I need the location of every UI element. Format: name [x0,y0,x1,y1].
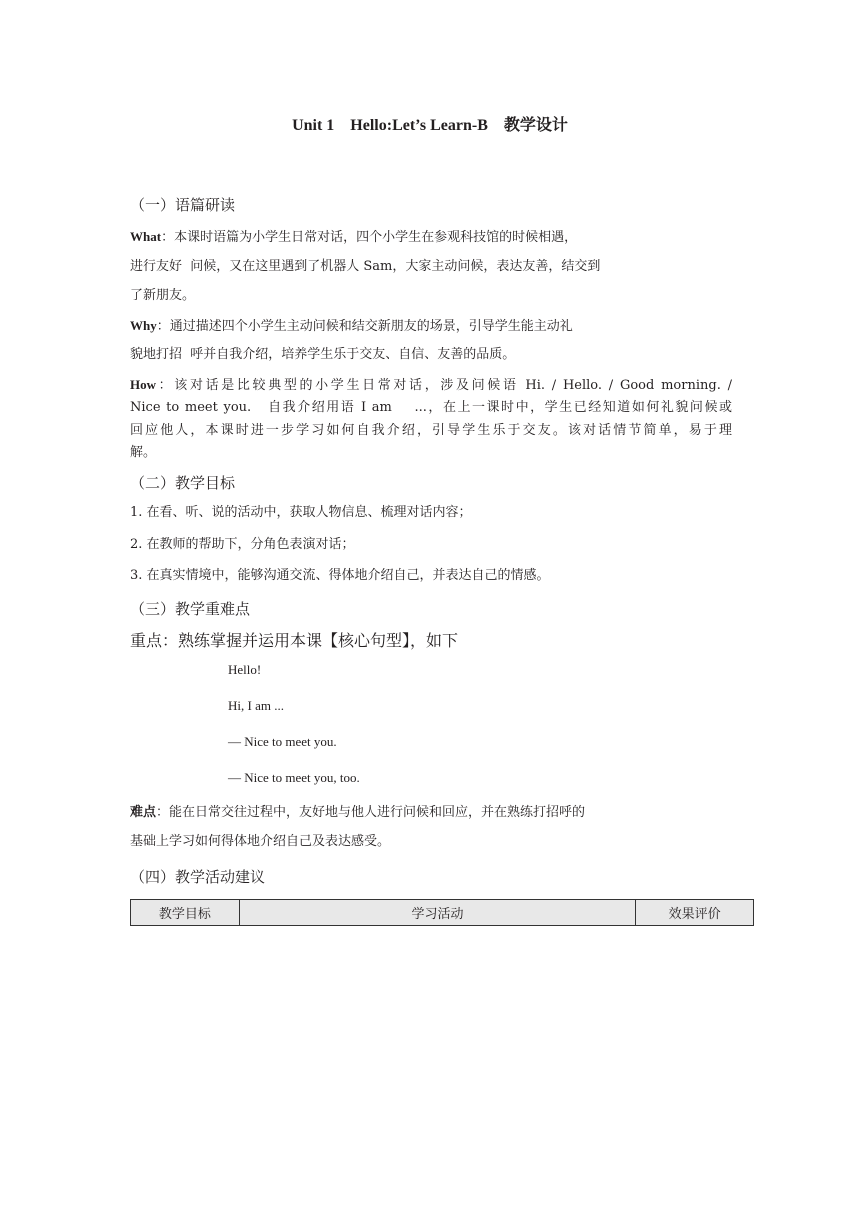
how-label: How [130,377,156,392]
goal-item-3: 3. 在真实情境中，能够沟通交流、得体地介绍自己，并表达自己的情感。 [130,568,550,583]
why-text-1: ：通过描述四个小学生主动问候和结交新朋友的场景，引导学生能主动礼 [156,319,573,334]
sentence-pattern-1: Hello! [228,662,262,677]
section-heading-teaching-goals: （二）教学目标 [130,474,236,492]
goal-item-2: 2. 在教师的帮助下，分角色表演对话； [130,537,355,552]
how-line-1 [130,376,732,395]
why-label: Why [130,318,157,333]
key-point-text: 重点：熟练掌握并运用本课【核心句型】，如下 [130,631,459,650]
what-line-2: 进行友好 问候，又在这里遇到了机器人 Sam，大家主动问候，表达友善，结交到 [130,259,601,274]
table-header-goal: 教学目标 [131,900,240,926]
why-line-1 [130,317,573,336]
what-label: What [130,229,162,244]
difficulty-line-1 [130,803,585,822]
document-title: Unit 1 Hello:Let’s Learn-B 教学设计 [292,117,568,134]
section-heading-key-difficult-points: （三）教学重难点 [130,600,251,618]
table-header-row [131,900,754,926]
how-line-2: Nice to meet you. 自我介绍用语 I am ...，在上一课时中，学生已经知道如何礼貌问候或 [130,400,732,415]
what-line-1 [130,228,577,247]
difficulty-line-2: 基础上学习如何得体地介绍自己及表达感受。 [130,834,391,849]
how-line-4: 解。 [130,445,157,460]
section-heading-activity-suggestions: （四）教学活动建议 [130,868,266,886]
difficulty-label: 难点 [130,804,157,819]
activity-table [130,899,754,926]
sentence-pattern-4: — Nice to meet you, too. [228,770,360,785]
what-text-1: ：本课时语篇为小学生日常对话，四个小学生在参观科技馆的时候相遇， [161,230,578,245]
section-heading-text-analysis: （一）语篇研读 [130,196,236,214]
how-text-1: ：该对话是比较典型的小学生日常对话，涉及问候语 Hi. / Hello. / Good morning. / [156,378,732,393]
goal-item-1: 1. 在看、听、说的活动中，获取人物信息、梳理对话内容； [130,505,472,520]
why-line-2: 貌地打招 呼并自我介绍，培养学生乐于交友、自信、友善的品质。 [130,347,516,362]
how-line-3: 回应他人，本课时进一步学习如何自我介绍，引导学生乐于交友。该对话情节简单，易于理 [130,423,732,438]
sentence-pattern-2: Hi, I am ... [228,698,284,713]
table-header-evaluation: 效果评价 [636,900,754,926]
difficulty-text-1: ：能在日常交往过程中，友好地与他人进行问候和回应，并在熟练打招呼的 [156,805,586,820]
what-line-3: 了新朋友。 [130,288,196,303]
table-header-activity: 学习活动 [239,900,636,926]
sentence-pattern-3: — Nice to meet you. [228,734,337,749]
